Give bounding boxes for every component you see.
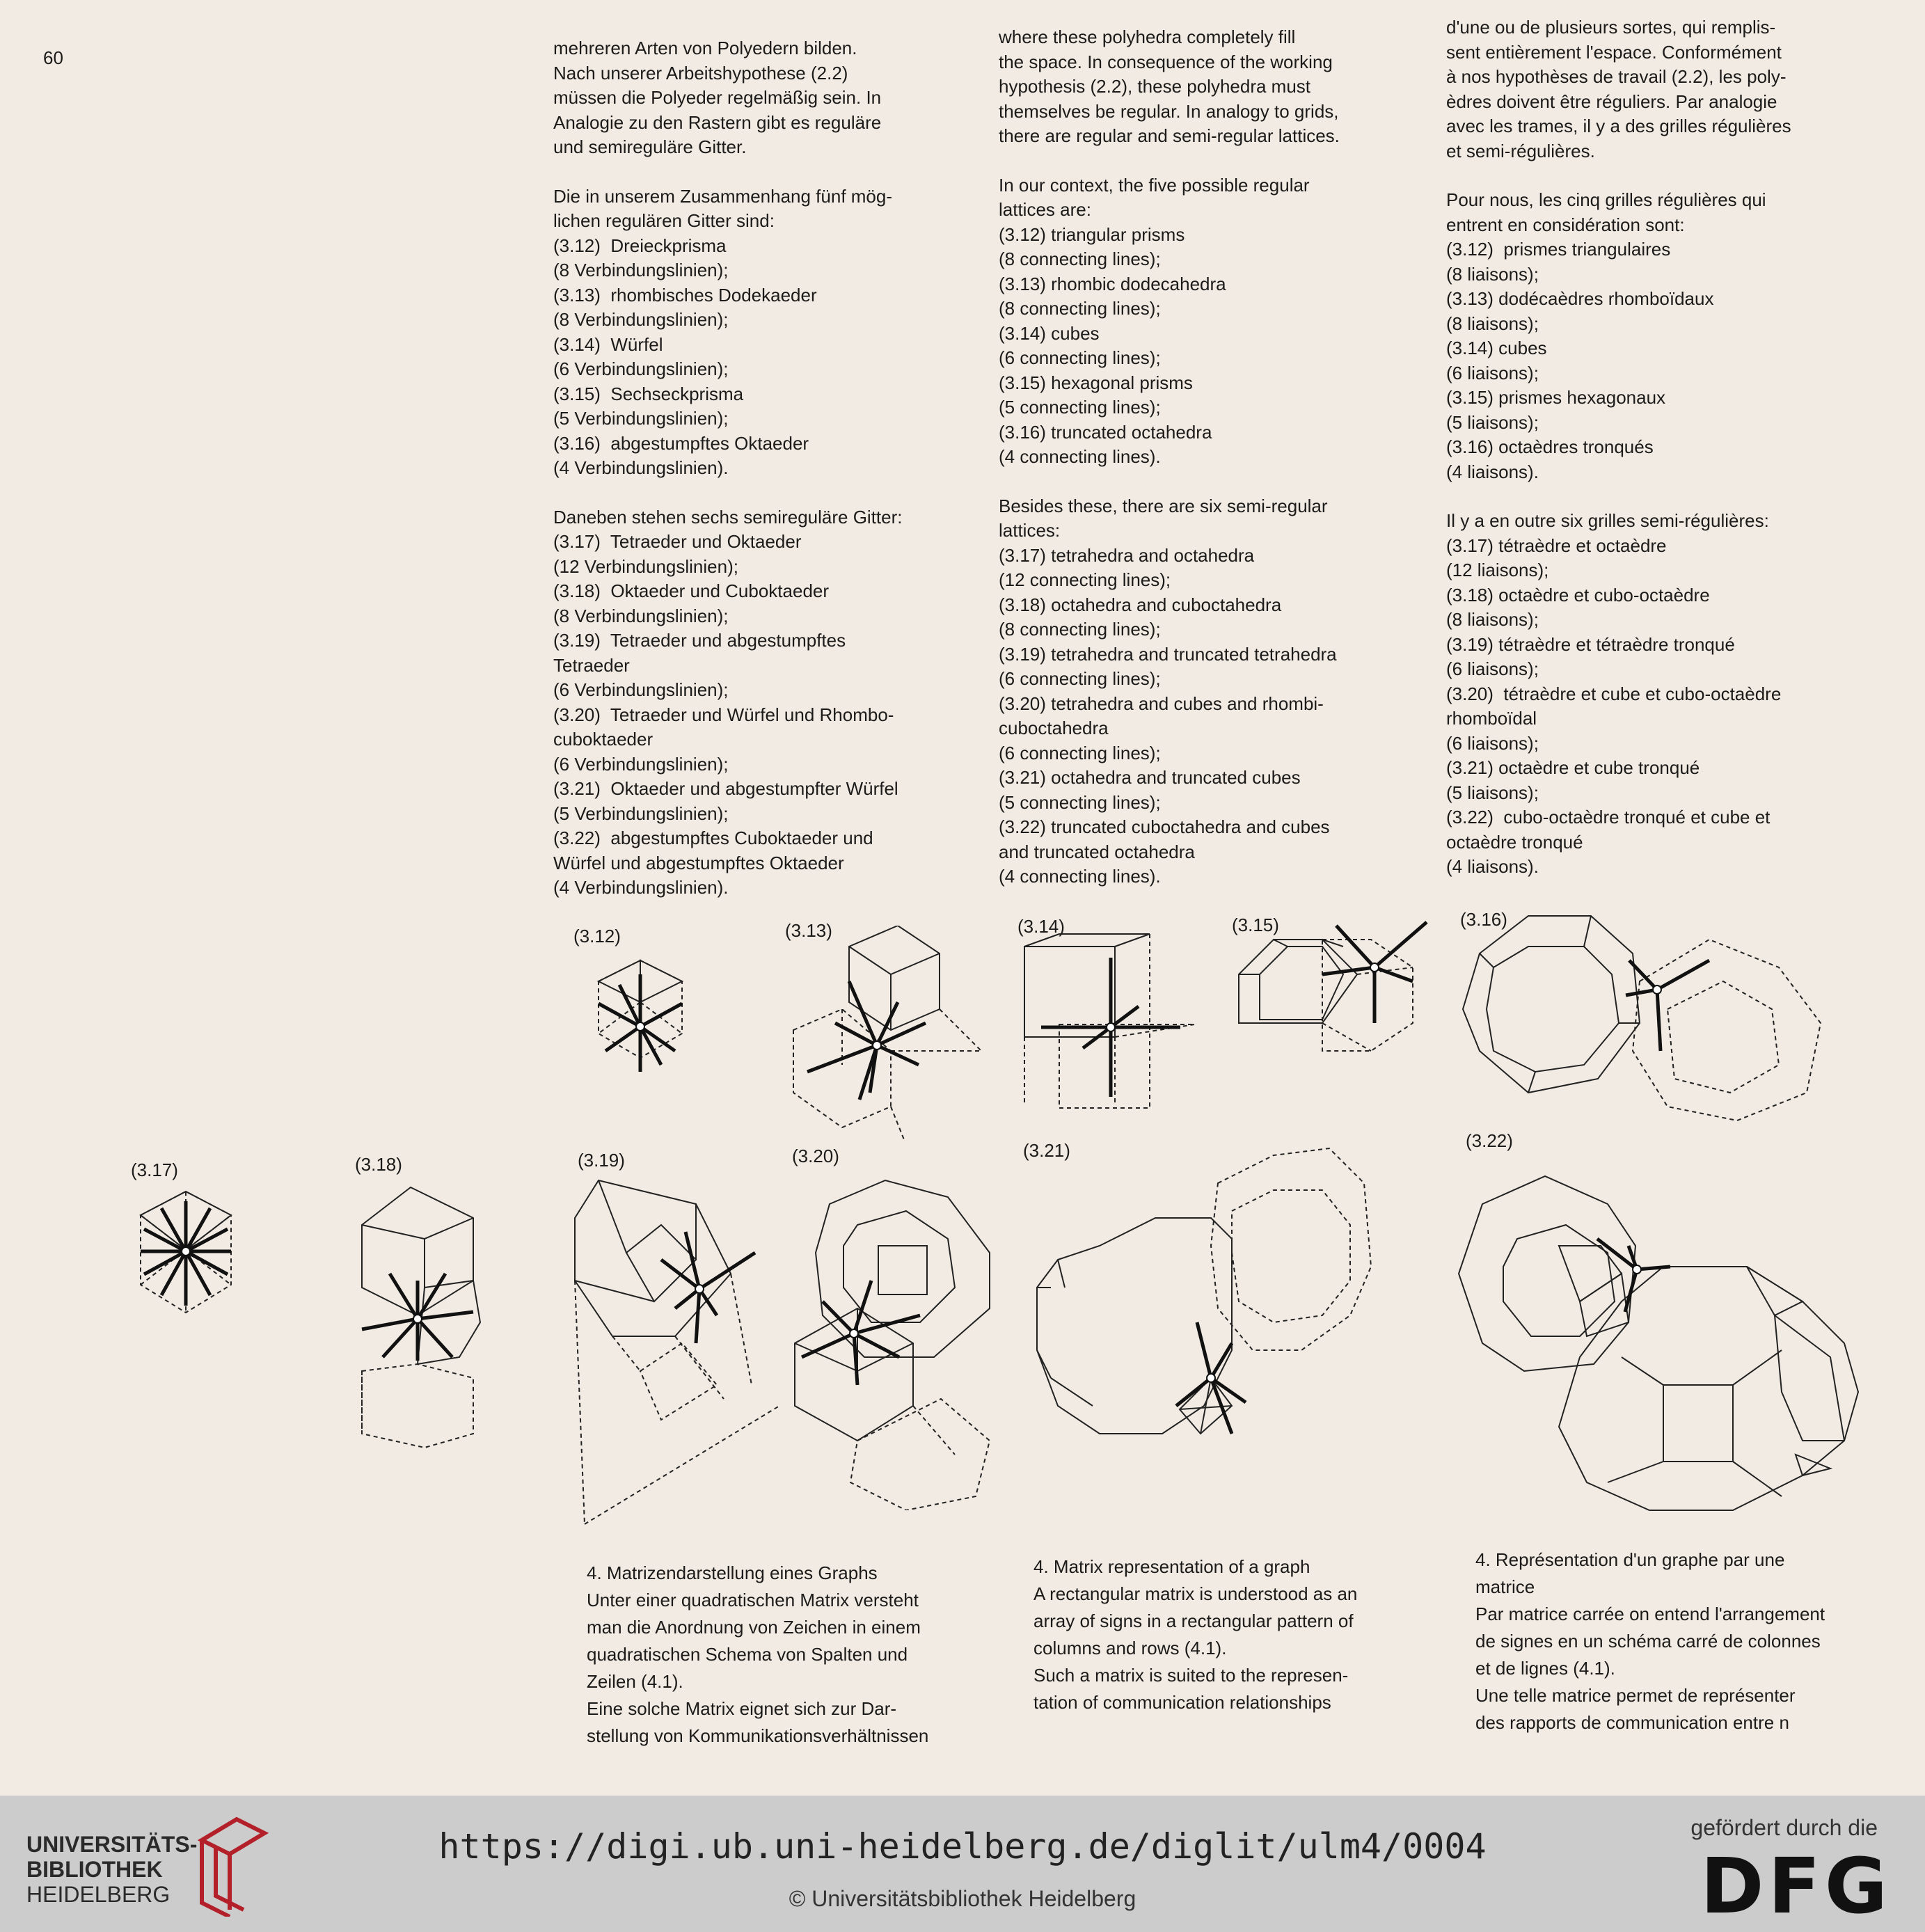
text-line: 4. Matrix representation of a graph (1033, 1556, 1310, 1577)
text-line: array of signs in a rectangular pattern of (1033, 1610, 1354, 1631)
text-line: (3.21) octahedra and truncated cubes (999, 767, 1301, 788)
library-name-line3: HEIDELBERG (26, 1882, 171, 1907)
text-line: (8 liaisons); (1446, 263, 1539, 285)
text-line: (5 liaisons); (1446, 411, 1539, 433)
text-line: (3.17) tétraèdre et octaèdre (1446, 535, 1667, 556)
text-line: (5 connecting lines); (999, 397, 1161, 418)
text-line: A rectangular matrix is understood as an (1033, 1583, 1358, 1604)
text-line: man die Anordnung von Zeichen in einem (587, 1617, 921, 1638)
text-line: (8 connecting lines); (999, 619, 1161, 640)
text-line: (3.22) abgestumpftes Cuboktaeder und (553, 828, 873, 848)
text-line: (3.19) tetrahedra and truncated tetrahedra (999, 643, 1337, 665)
text-line: lattices: (999, 520, 1061, 541)
figure-label-3-14: (3.14) (1017, 916, 1065, 937)
section-4-german (587, 1560, 928, 1750)
text-line (553, 481, 903, 505)
section-4-english (1033, 1553, 1357, 1716)
text-line (553, 160, 903, 184)
text-line: (4 connecting lines). (999, 446, 1161, 467)
text-line: und semireguläre Gitter. (553, 136, 747, 157)
figure-label-3-15: (3.15) (1232, 914, 1279, 935)
text-line: cuboctahedra (999, 718, 1109, 738)
text-line: (5 liaisons); (1446, 782, 1539, 803)
figure-label-3-13: (3.13) (785, 920, 832, 941)
text-line: (3.12) Dreieckprisma (553, 235, 727, 256)
text-line: octaèdre tronqué (1446, 831, 1583, 853)
text-line (999, 470, 1340, 494)
dfg-logo: DFG (1700, 1842, 1892, 1931)
text-line: and truncated octahedra (999, 841, 1195, 862)
text-line: (6 connecting lines); (999, 742, 1161, 763)
text-line: (3.22) truncated cuboctahedra and cubes (999, 816, 1330, 837)
text-line: (12 liaisons); (1446, 560, 1549, 580)
text-line: Analogie zu den Rastern gibt es reguläre (553, 111, 882, 133)
text-line: Tetraeder (553, 654, 630, 676)
figure-3-17-tetrahedra-octahedra (134, 1187, 238, 1317)
figure-3-21-octahedra-truncated-cubes (1023, 1141, 1385, 1475)
library-name-line1: UNIVERSITÄTS- (26, 1832, 198, 1857)
figure-3-16-truncated-octahedra (1459, 912, 1835, 1134)
figure-3-19-tetrahedra-truncated-tetrahedra (571, 1176, 786, 1531)
text-column-german (553, 36, 903, 901)
text-line: (3.19) Tetraeder und abgestumpftes (553, 630, 846, 651)
text-line: tation of communication relationships (1033, 1692, 1331, 1713)
text-line: (12 Verbindungslinien); (553, 555, 738, 577)
figure-3-18-octahedra-cuboctahedra (355, 1183, 494, 1455)
text-line: Unter einer quadratischen Matrix versteht (587, 1590, 919, 1610)
text-line: (6 Verbindungslinien); (553, 753, 729, 775)
text-line: (3.16) truncated octahedra (999, 421, 1212, 443)
text-line: (8 liaisons); (1446, 312, 1539, 334)
text-line: (6 liaisons); (1446, 732, 1539, 754)
digitization-footer (0, 1796, 1925, 1932)
text-line: lichen regulären Gitter sind: (553, 210, 775, 231)
text-line: (4 Verbindungslinien). (553, 457, 729, 478)
section-4-french (1475, 1546, 1825, 1736)
text-line: quadratischen Schema von Spalten und (587, 1644, 908, 1665)
text-line: (6 liaisons); (1446, 362, 1539, 383)
text-line: Il y a en outre six grilles semi-régulières: (1446, 510, 1769, 531)
text-line: rhomboïdal (1446, 708, 1537, 729)
permalink-url[interactable]: https://digi.ub.uni-heidelberg.de/diglit/ulm4/0004 (438, 1826, 1487, 1867)
text-line: (3.17) tetrahedra and octahedra (999, 544, 1255, 566)
text-line: (3.20) Tetraeder und Würfel und Rhombo- (553, 704, 894, 725)
text-line: de signes en un schéma carré de colonnes (1475, 1631, 1821, 1652)
text-line: (4 Verbindungslinien). (553, 877, 729, 898)
figure-3-12-triangular-prisms (571, 953, 710, 1079)
text-line: (8 Verbindungslinien); (553, 605, 729, 626)
text-line: müssen die Polyeder regelmäßig sein. In (553, 87, 882, 108)
figure-label-3-12: (3.12) (573, 926, 621, 947)
text-line: (3.15) Sechseckprisma (553, 383, 744, 404)
text-line: (6 connecting lines); (999, 668, 1161, 689)
text-line: (3.13) rhombic dodecahedra (999, 273, 1226, 294)
text-line: (8 Verbindungslinien); (553, 309, 729, 330)
text-line: 4. Matrizendarstellung eines Graphs (587, 1562, 878, 1583)
text-line: columns and rows (4.1). (1033, 1638, 1227, 1658)
text-line: (3.19) tétraèdre et tétraèdre tronqué (1446, 633, 1735, 655)
text-line (1446, 484, 1791, 509)
text-line: (8 connecting lines); (999, 248, 1161, 269)
text-line: (3.13) rhombisches Dodekaeder (553, 284, 817, 306)
text-line: cuboktaeder (553, 729, 653, 750)
text-line: (5 connecting lines); (999, 791, 1161, 813)
text-line: Besides these, there are six semi-regular (999, 495, 1328, 516)
text-line: Nach unserer Arbeitshypothese (2.2) (553, 62, 848, 84)
text-line: (3.16) abgestumpftes Oktaeder (553, 432, 809, 454)
text-line: (3.18) octaèdre et cubo-octaèdre (1446, 584, 1710, 605)
text-line: (4 liaisons). (1446, 856, 1539, 877)
text-line: where these polyhedra completely fill (999, 26, 1296, 47)
text-line: (5 Verbindungslinien); (553, 408, 729, 429)
text-line: Würfel und abgestumpftes Oktaeder (553, 852, 844, 873)
text-line: (8 Verbindungslinien); (553, 260, 729, 280)
text-line: (3.14) cubes (1446, 338, 1547, 358)
text-line: (6 Verbindungslinien); (553, 679, 729, 700)
text-line: the space. In consequence of the working (999, 51, 1333, 72)
text-line: entrent en considération sont: (1446, 214, 1685, 235)
figure-label-3-21: (3.21) (1023, 1140, 1070, 1161)
text-line: (3.21) octaèdre et cube tronqué (1446, 757, 1700, 778)
text-line: et semi-régulières. (1446, 140, 1595, 161)
figure-3-14-cubes (1020, 930, 1208, 1111)
text-line: (3.17) Tetraeder und Oktaeder (553, 531, 802, 552)
text-line: Such a matrix is suited to the represen- (1033, 1665, 1349, 1686)
text-line: Une telle matrice permet de représenter (1475, 1685, 1796, 1706)
text-line (999, 149, 1340, 173)
figure-label-3-20: (3.20) (792, 1146, 839, 1166)
text-line: there are regular and semi-regular lattices. (999, 125, 1340, 146)
text-line: (4 connecting lines). (999, 866, 1161, 887)
figure-3-20-tetrahedra-cubes-rhombicuboctahedra (781, 1176, 1004, 1510)
text-line: (3.18) Oktaeder und Cuboktaeder (553, 580, 830, 601)
figure-label-3-17: (3.17) (131, 1159, 178, 1180)
library-name-line2: BIBLIOTHEK (26, 1857, 163, 1882)
text-line: (3.21) Oktaeder und abgestumpfter Würfel (553, 778, 898, 799)
text-line: (3.16) octaèdres tronqués (1446, 436, 1654, 457)
figure-3-15-hexagonal-prisms (1232, 919, 1434, 1072)
text-line: (3.13) dodécaèdres rhomboïdaux (1446, 288, 1714, 309)
figure-label-3-18: (3.18) (355, 1154, 402, 1175)
text-line: Eine solche Matrix eignet sich zur Dar- (587, 1698, 897, 1719)
text-line: Pour nous, les cinq grilles régulières qui (1446, 189, 1766, 210)
text-line: d'une ou de plusieurs sortes, qui remplis- (1446, 17, 1776, 38)
text-line: sent entièrement l'espace. Conformément (1446, 41, 1782, 63)
text-line: (3.12) triangular prisms (999, 223, 1185, 245)
text-line: matrice (1475, 1576, 1535, 1597)
text-line: mehreren Arten von Polyedern bilden. (553, 38, 857, 58)
funding-note: gefördert durch die (1690, 1815, 1878, 1840)
text-line: (3.14) cubes (999, 322, 1100, 344)
text-line: des rapports de communication entre n (1475, 1712, 1789, 1733)
text-line: et de lignes (4.1). (1475, 1658, 1615, 1679)
text-line: (3.18) octahedra and cuboctahedra (999, 594, 1282, 615)
figure-3-22-truncated-cuboctahedra-cubes-truncated-octahedra (1455, 1162, 1886, 1524)
text-line: Daneben stehen sechs semireguläre Gitter: (553, 506, 903, 528)
text-line: In our context, the five possible regular (999, 174, 1310, 196)
text-line: lattices are: (999, 199, 1091, 220)
text-line: (6 connecting lines); (999, 347, 1161, 368)
text-line: (12 connecting lines); (999, 569, 1171, 590)
text-column-french (1446, 15, 1791, 880)
text-line: (3.20) tetrahedra and cubes and rhombi- (999, 692, 1324, 714)
text-line: themselves be regular. In analogy to grids, (999, 100, 1339, 122)
text-line: (8 connecting lines); (999, 298, 1161, 319)
text-line: (3.15) hexagonal prisms (999, 372, 1193, 393)
text-line (1446, 164, 1791, 188)
text-line: Zeilen (4.1). (587, 1671, 683, 1692)
text-line: 4. Représentation d'un graphe par une (1475, 1549, 1785, 1570)
text-line: (3.14) Würfel (553, 333, 663, 355)
text-line: (6 Verbindungslinien); (553, 358, 729, 379)
text-line: Par matrice carrée on entend l'arrangement (1475, 1604, 1825, 1624)
text-line: Die in unserem Zusammenhang fünf mög- (553, 185, 893, 207)
text-line: (3.15) prismes hexagonaux (1446, 387, 1666, 408)
text-line: (3.12) prismes triangulaires (1446, 239, 1671, 260)
text-line: (3.22) cubo-octaèdre tronqué et cube et (1446, 807, 1770, 828)
figure-label-3-19: (3.19) (578, 1150, 625, 1171)
text-line: èdres doivent être réguliers. Par analogie (1446, 90, 1777, 112)
text-line: (4 liaisons). (1446, 461, 1539, 482)
text-line: avec les trames, il y a des grilles régulières (1446, 116, 1791, 136)
text-column-english (999, 25, 1340, 889)
figure-label-3-22: (3.22) (1466, 1130, 1513, 1151)
text-line: (6 liaisons); (1446, 658, 1539, 679)
text-line: (5 Verbindungslinien); (553, 802, 729, 824)
text-line: (3.20) tétraèdre et cube et cubo-octaèdre (1446, 683, 1782, 704)
page-number: 60 (43, 47, 63, 68)
figure-label-3-16: (3.16) (1460, 909, 1507, 930)
text-line: stellung von Kommunikationsverhältnissen (587, 1725, 929, 1746)
copyright-notice: © Universitätsbibliothek Heidelberg (789, 1886, 1136, 1911)
figure-3-13-rhombic-dodecahedra (786, 926, 995, 1148)
text-line: (8 liaisons); (1446, 609, 1539, 630)
text-line: à nos hypothèses de travail (2.2), les poly- (1446, 66, 1787, 87)
text-line: hypothesis (2.2), these polyhedra must (999, 76, 1311, 97)
